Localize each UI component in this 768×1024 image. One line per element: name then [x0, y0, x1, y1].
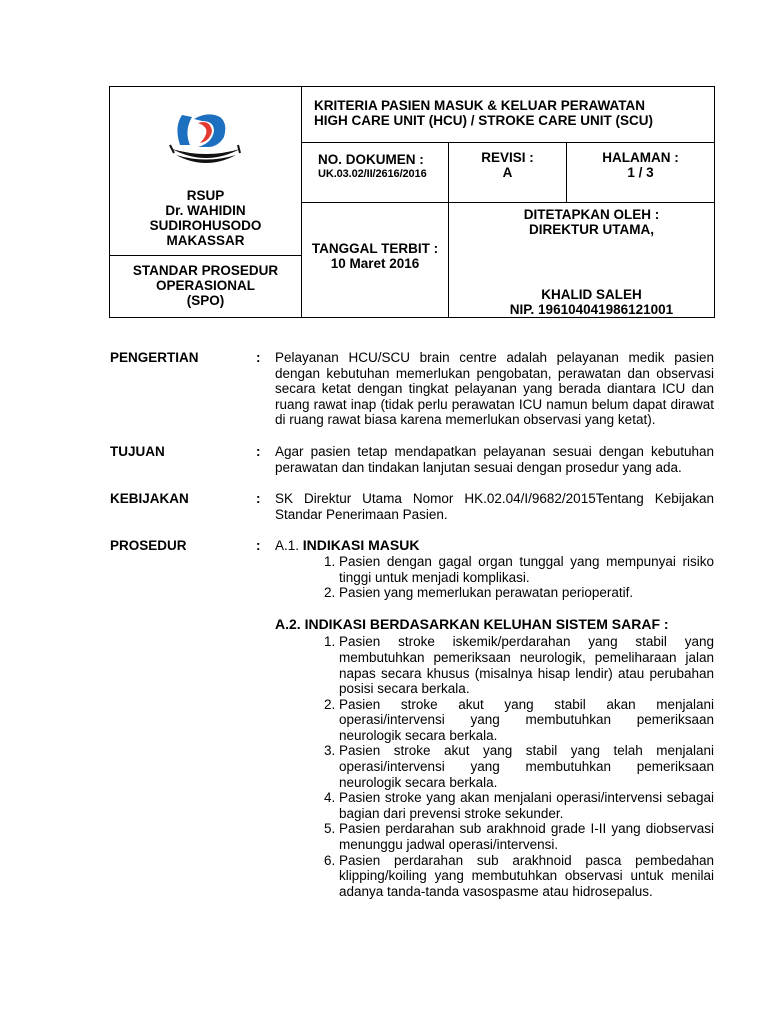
list-item: 4. Pasien stroke yang akan menjalani operasi/intervensi sebagai bagian dari prevensi stroke sekunder. — [339, 790, 714, 821]
section-prosedur — [110, 538, 714, 899]
list-item: 2. Pasien stroke akut yang stabil akan menjalani operasi/intervensi yang membutuhkan pemeriksaan neurologik secara berkala. — [339, 697, 714, 744]
hospital-logo-icon — [168, 109, 244, 169]
no-dokumen-value: UK.03.02/II/2616/2016 — [318, 168, 427, 180]
no-dokumen-cell — [302, 143, 449, 203]
revisi-value: A — [502, 165, 513, 180]
revisi-label: REVISI : — [481, 150, 534, 165]
document-title — [302, 87, 715, 143]
prosedur-content — [275, 538, 714, 899]
section-colon: : — [256, 491, 261, 507]
a1-prefix: A.1. — [275, 538, 303, 554]
section-text: Agar pasien tetap mendapatkan pelayanan sesuai dengan kebutuhan perawatan dan tindakan lanjutan sesuai dengan prosedur yang ada. — [275, 443, 714, 475]
sop-cell — [110, 256, 302, 318]
sop-line: STANDAR PROSEDUR — [132, 263, 279, 278]
title-line-1: KRITERIA PASIEN MASUK & KELUAR PERAWATAN — [314, 98, 646, 113]
ditetapkan-label: DITETAPKAN OLEH : — [523, 207, 660, 222]
list-item: 3. Pasien stroke akut yang stabil yang telah menjalani operasi/intervensi yang membutuhkan pemeriksaan neurologik secara berkala. — [339, 743, 714, 790]
hospital-line: MAKASSAR — [166, 233, 245, 248]
section-label: KEBIJAKAN — [110, 491, 189, 507]
list-item: 1. Pasien stroke iskemik/perdarahan yang stabil yang membutuhkan pemeriksaan neurologik, pemeliharaan jalan napas secara khusus (misalnya hisap lendir) atau perubahan posisi secara berkala. — [339, 634, 714, 696]
tanggal-terbit-cell — [302, 203, 449, 318]
hospital-line: RSUP — [186, 188, 225, 203]
revisi-cell — [449, 143, 567, 203]
section-colon: : — [256, 538, 261, 554]
section-colon: : — [256, 350, 261, 365]
list-item: 1. Pasien dengan gagal organ tunggal yang mempunyai risiko tinggi untuk menjadi komplikasi. — [339, 554, 714, 585]
document-body — [110, 350, 714, 899]
section-kebijakan — [110, 491, 714, 522]
sop-line: (SPO) — [186, 293, 225, 308]
signer-nip: NIP. 196104041986121001 — [509, 302, 674, 317]
section-label: PROSEDUR — [110, 538, 187, 554]
no-dokumen-label: NO. DOKUMEN : — [318, 152, 424, 167]
section-text: Pelayanan HCU/SCU brain centre adalah pelayanan medik pasien dengan kebutuhan memerlukan pengobatan, perawatan dan observasi secara ketat dengan tingkat pelayanan yang berada diantara ICU dan ruang rawat inap (tidak perlu perawatan ICU namun belum dapat dirawat di ruang rawat biasa karena memerlukan observasi yang ketat). — [275, 350, 714, 428]
list-item: 5. Pasien perdarahan sub arakhnoid grade I-II yang diobservasi menunggu jadwal operasi/intervensi. — [339, 821, 714, 852]
section-colon: : — [256, 443, 261, 459]
halaman-value: 1 / 3 — [627, 165, 654, 180]
list-item: 2. Pasien yang memerlukan perawatan perioperatif. — [339, 585, 714, 601]
sop-line: OPERASIONAL — [155, 278, 255, 293]
section-label: TUJUAN — [110, 443, 165, 459]
ditetapkan-role: DIREKTUR UTAMA, — [529, 222, 654, 237]
halaman-cell — [567, 143, 715, 203]
list-item: 6. Pasien perdarahan sub arakhnoid pasca pembedahan klipping/koiling yang membutuhkan observasi untuk menilai adanya tanda-tanda vasospasme atau hidrosepalus. — [339, 853, 714, 900]
tanggal-label: TANGGAL TERBIT : — [311, 241, 439, 256]
hospital-name — [110, 188, 301, 248]
a1-heading — [275, 538, 714, 554]
section-tujuan — [110, 444, 714, 475]
a1-title: INDIKASI MASUK — [302, 537, 420, 554]
document-header-table — [109, 86, 715, 318]
a2-list — [275, 634, 714, 899]
section-label: PENGERTIAN — [110, 350, 199, 365]
hospital-cell — [110, 87, 302, 256]
hospital-line: SUDIROHUSODO — [149, 218, 262, 233]
a2-heading: A.2. INDIKASI BERDASARKAN KELUHAN SISTEM SARAF : — [275, 615, 669, 632]
section-pengertian — [110, 350, 714, 428]
halaman-label: HALAMAN : — [602, 150, 679, 165]
signer-name: KHALID SALEH — [541, 287, 642, 302]
ditetapkan-cell — [449, 203, 715, 318]
hospital-line: Dr. WAHIDIN — [165, 203, 246, 218]
section-text: SK Direktur Utama Nomor HK.02.04/I/9682/2015Tentang Kebijakan Standar Penerimaan Pasien. — [275, 491, 714, 522]
tanggal-value: 10 Maret 2016 — [330, 256, 420, 271]
title-line-2: HIGH CARE UNIT (HCU) / STROKE CARE UNIT (SCU) — [314, 113, 653, 128]
a1-list — [275, 554, 714, 601]
